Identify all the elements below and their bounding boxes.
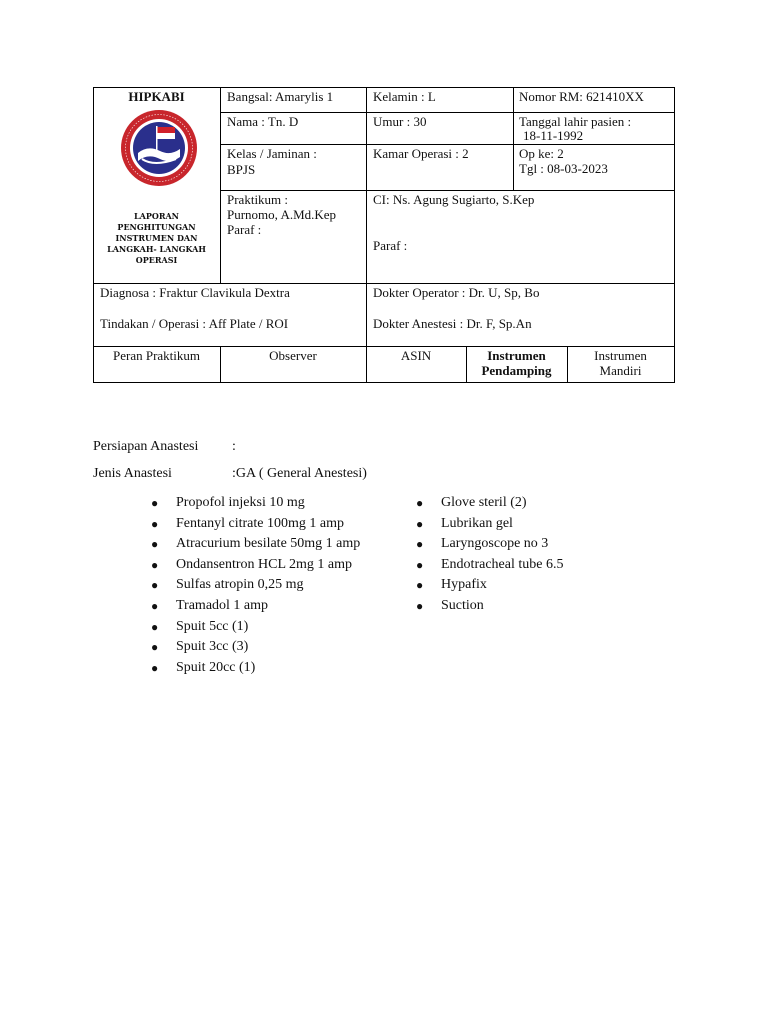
org-name: HIPKABI xyxy=(128,89,185,104)
table-border-right xyxy=(674,87,675,383)
tanggal-lahir-value: 18-11-1992 xyxy=(523,128,584,143)
list-item-text: Laryngoscope no 3 xyxy=(441,536,549,552)
bullet-icon: ● xyxy=(151,578,159,593)
list-item xyxy=(416,493,563,514)
list-item xyxy=(416,555,563,576)
anesthesia-equipment-list xyxy=(416,493,563,617)
list-item-text: Hypafix xyxy=(441,577,487,593)
list-item-text: Spuit 20cc (1) xyxy=(176,659,256,675)
bullet-icon: ● xyxy=(151,660,159,675)
list-item-text: Glove steril (2) xyxy=(441,495,527,510)
clinical-instructor: CI: Ns. Agung Sugiarto, S.Kep xyxy=(373,192,535,207)
bullet-icon: ● xyxy=(416,516,424,531)
nama-field: Nama : Tn. D xyxy=(227,114,299,129)
list-item xyxy=(151,596,360,617)
kelamin-field: Kelamin : L xyxy=(373,89,436,104)
kelas-jaminan-label: Kelas / Jaminan : xyxy=(227,146,317,161)
umur-field: Umur : 30 xyxy=(373,114,427,129)
bullet-icon: ● xyxy=(151,496,159,510)
dokter-operator-field: Dokter Operator : Dr. U, Sp, Bo xyxy=(373,285,540,300)
table-col-divider xyxy=(220,87,221,284)
list-item-text: Suction xyxy=(441,597,484,613)
list-item-text: Lubrikan gel xyxy=(441,515,513,531)
tanggal-lahir-label: Tanggal lahir pasien : xyxy=(519,114,632,129)
table-col-divider xyxy=(513,87,514,191)
table-border-top xyxy=(93,87,675,88)
bullet-icon: ● xyxy=(416,578,424,593)
table-row-divider xyxy=(220,190,675,191)
role-instrumen-mandiri: Instrumen Mandiri xyxy=(594,348,647,378)
dokter-anestesi-field: Dokter Anestesi : Dr. F, Sp.An xyxy=(373,316,532,331)
list-item-text: Atracurium besilate 50mg 1 amp xyxy=(176,536,361,552)
table-border-bottom xyxy=(93,382,675,383)
anesthesia-drug-list xyxy=(151,493,360,678)
list-item xyxy=(151,493,360,514)
bullet-icon: ● xyxy=(151,598,159,613)
op-ke-field: Op ke: 2 xyxy=(519,146,564,161)
peran-praktikum-label: Peran Praktikum xyxy=(112,348,200,363)
role-instrumen-pendamping: Instrumen Pendamping xyxy=(481,348,552,378)
ci-paraf: Paraf : xyxy=(373,238,408,253)
list-item-text: Fentanyl citrate 100mg 1 amp xyxy=(176,515,344,531)
bangsal-field: Bangsal: Amarylis 1 xyxy=(227,89,334,104)
bullet-icon: ● xyxy=(416,557,424,572)
list-item xyxy=(416,534,563,555)
list-item-text: Spuit 3cc (3) xyxy=(176,639,249,655)
bullet-icon: ● xyxy=(151,640,159,655)
bullet-icon: ● xyxy=(151,516,159,531)
list-item xyxy=(151,658,360,679)
role-observer: Observer xyxy=(269,348,317,363)
list-item-text: Endotracheal tube 6.5 xyxy=(441,556,564,572)
jenis-anastesi-label: Jenis Anastesi xyxy=(93,466,172,481)
list-item xyxy=(416,575,563,596)
tanggal-field: Tgl : 08-03-2023 xyxy=(519,161,608,176)
diagnosa-field: Diagnosa : Fraktur Clavikula Dextra xyxy=(100,285,290,300)
list-item xyxy=(416,596,563,617)
bullet-icon: ● xyxy=(416,496,424,510)
nomor-rm-field: Nomor RM: 621410XX xyxy=(519,89,644,104)
list-item xyxy=(151,637,360,658)
list-item xyxy=(151,514,360,535)
praktikum-paraf: Paraf : xyxy=(227,222,262,237)
bullet-icon: ● xyxy=(151,619,159,634)
jenis-anastesi-value: :GA ( General Anestesi) xyxy=(232,466,367,481)
list-item xyxy=(151,575,360,596)
table-col-divider xyxy=(366,87,367,383)
kamar-operasi-field: Kamar Operasi : 2 xyxy=(373,146,469,161)
list-item-text: Propofol injeksi 10 mg xyxy=(176,495,305,510)
list-item-text: Sulfas atropin 0,25 mg xyxy=(176,577,304,593)
praktikum-label: Praktikum : xyxy=(227,192,289,207)
hipkabi-logo xyxy=(120,109,198,187)
kelas-jaminan-value: BPJS xyxy=(227,162,256,177)
list-item xyxy=(151,534,360,555)
list-item-text: Tramadol 1 amp xyxy=(176,597,269,613)
table-border-left xyxy=(93,87,94,383)
bullet-icon: ● xyxy=(151,557,159,572)
list-item xyxy=(151,617,360,638)
list-item xyxy=(151,555,360,576)
table-row-divider xyxy=(220,144,675,145)
list-item-text: Ondansentron HCL 2mg 1 amp xyxy=(176,556,353,572)
bullet-icon: ● xyxy=(151,537,159,552)
praktikum-name: Purnomo, A.Md.Kep xyxy=(227,207,337,222)
list-item-text: Spuit 5cc (1) xyxy=(176,618,249,634)
persiapan-anastesi-label: Persiapan Anastesi xyxy=(93,439,199,454)
bullet-icon: ● xyxy=(416,598,424,613)
role-asin: ASIN xyxy=(400,348,432,363)
bullet-icon: ● xyxy=(416,537,424,552)
tindakan-field: Tindakan / Operasi : Aff Plate / ROI xyxy=(100,316,289,331)
persiapan-anastesi-colon: : xyxy=(232,439,236,454)
list-item xyxy=(416,514,563,535)
table-row-divider xyxy=(93,346,675,347)
table-row-divider xyxy=(220,112,675,113)
table-row-divider xyxy=(93,283,675,284)
report-header-table xyxy=(93,87,675,383)
report-title: LAPORAN PENGHITUNGAN INSTRUMEN DAN LANGKAH- LANGKAH OPERASI xyxy=(107,211,206,265)
